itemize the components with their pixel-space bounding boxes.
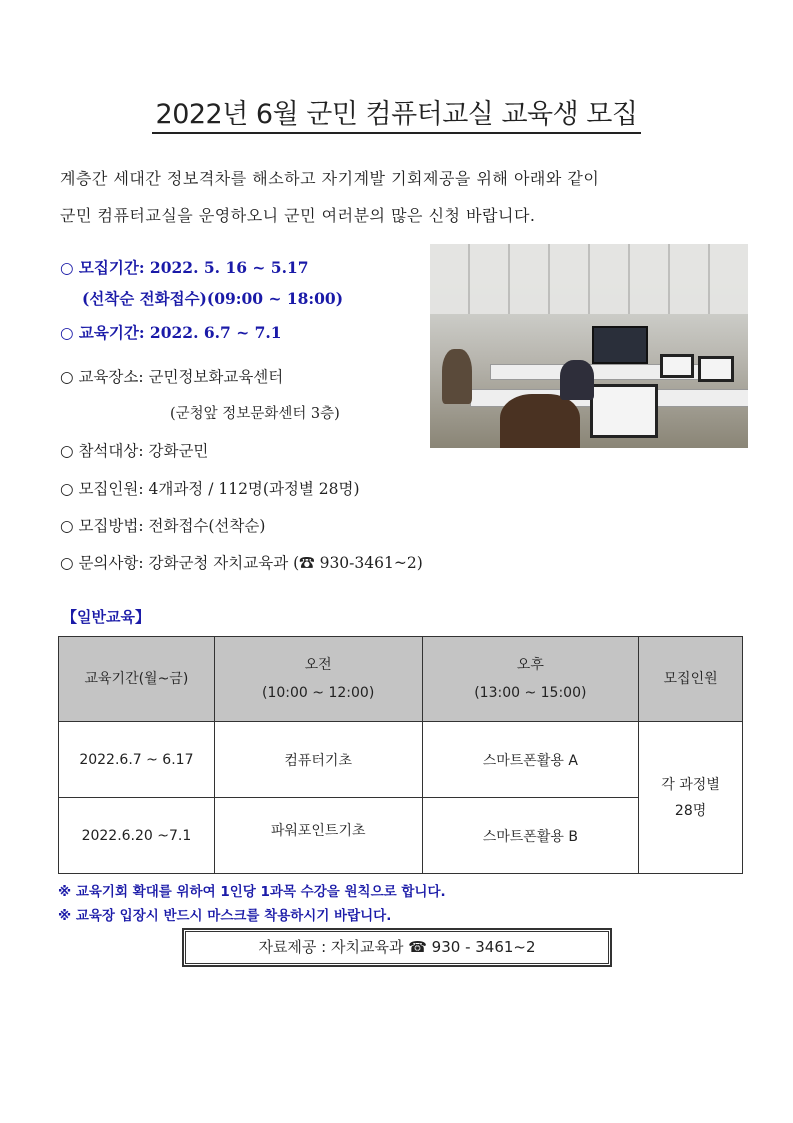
header-afternoon bbox=[422, 637, 639, 722]
page-title bbox=[0, 92, 793, 131]
recruit-method: ○ 모집방법: 전화접수(선착순) bbox=[60, 517, 266, 535]
education-place: ○ 교육장소: 군민정보화교육센터 bbox=[60, 368, 284, 386]
recruit-count: ○ 모집인원: 4개과정 / 112명(과정별 28명) bbox=[60, 480, 360, 498]
header-afternoon-label: 오후 bbox=[516, 657, 544, 673]
capacity-line: 28명 bbox=[674, 802, 707, 819]
classroom-photo bbox=[430, 244, 748, 448]
cell-capacity bbox=[639, 722, 743, 874]
schedule-table bbox=[58, 636, 743, 874]
title-text: 2022년 6월 군민 컴퓨터교실 교육생 모집 bbox=[152, 99, 642, 134]
note-one-course: ※ 교육기회 확대를 위하여 1인당 1과목 수강을 원칙으로 합니다. bbox=[58, 884, 446, 900]
intro-line: 군민 컴퓨터교실을 운영하오니 군민 여러분의 많은 신청 바랍니다. bbox=[60, 206, 536, 225]
cell-period: 2022.6.7 ~ 6.17 bbox=[59, 722, 215, 798]
education-place-detail: (군청앞 정보문화센터 3층) bbox=[170, 406, 340, 422]
cell-afternoon: 스마트폰활용 A bbox=[422, 722, 639, 798]
header-period: 교육기간(월~금) bbox=[59, 637, 215, 722]
intro-paragraph bbox=[60, 160, 599, 234]
capacity-line: 각 과정별 bbox=[661, 776, 720, 793]
header-morning-time: (10:00 ~ 12:00) bbox=[262, 685, 375, 701]
header-morning-label: 오전 bbox=[304, 657, 332, 673]
target-audience: ○ 참석대상: 강화군민 bbox=[60, 442, 209, 460]
projector-screen bbox=[592, 326, 648, 364]
recruit-period-detail: (선착순 전화접수)(09:00 ~ 18:00) bbox=[82, 289, 344, 308]
table-header-row bbox=[59, 637, 743, 722]
table-row bbox=[59, 722, 743, 798]
cell-afternoon: 스마트폰활용 B bbox=[422, 798, 639, 874]
contact-info: ○ 문의사항: 강화군청 자치교육과 (☎ 930-3461~2) bbox=[60, 554, 423, 572]
education-period: ○ 교육기간: 2022. 6.7 ~ 7.1 bbox=[60, 323, 282, 342]
source-box: 자료제공 : 자치교육과 ☎ 930 - 3461~2 bbox=[182, 928, 612, 967]
section-heading: 【일반교육】 bbox=[62, 608, 150, 626]
cell-morning: 파워포인트기초 bbox=[214, 798, 422, 874]
cell-period: 2022.6.20 ~7.1 bbox=[59, 798, 215, 874]
header-capacity: 모집인원 bbox=[639, 637, 743, 722]
intro-line: 계층간 세대간 정보격차를 해소하고 자기계발 기회제공을 위해 아래와 같이 bbox=[60, 169, 600, 188]
header-afternoon-time: (13:00 ~ 15:00) bbox=[474, 685, 587, 701]
recruit-period: ○ 모집기간: 2022. 5. 16 ~ 5.17 bbox=[60, 258, 309, 277]
note-mask: ※ 교육장 입장시 반드시 마스크를 착용하시기 바랍니다. bbox=[58, 908, 392, 924]
cell-morning: 컴퓨터기초 bbox=[214, 722, 422, 798]
header-morning bbox=[214, 637, 422, 722]
